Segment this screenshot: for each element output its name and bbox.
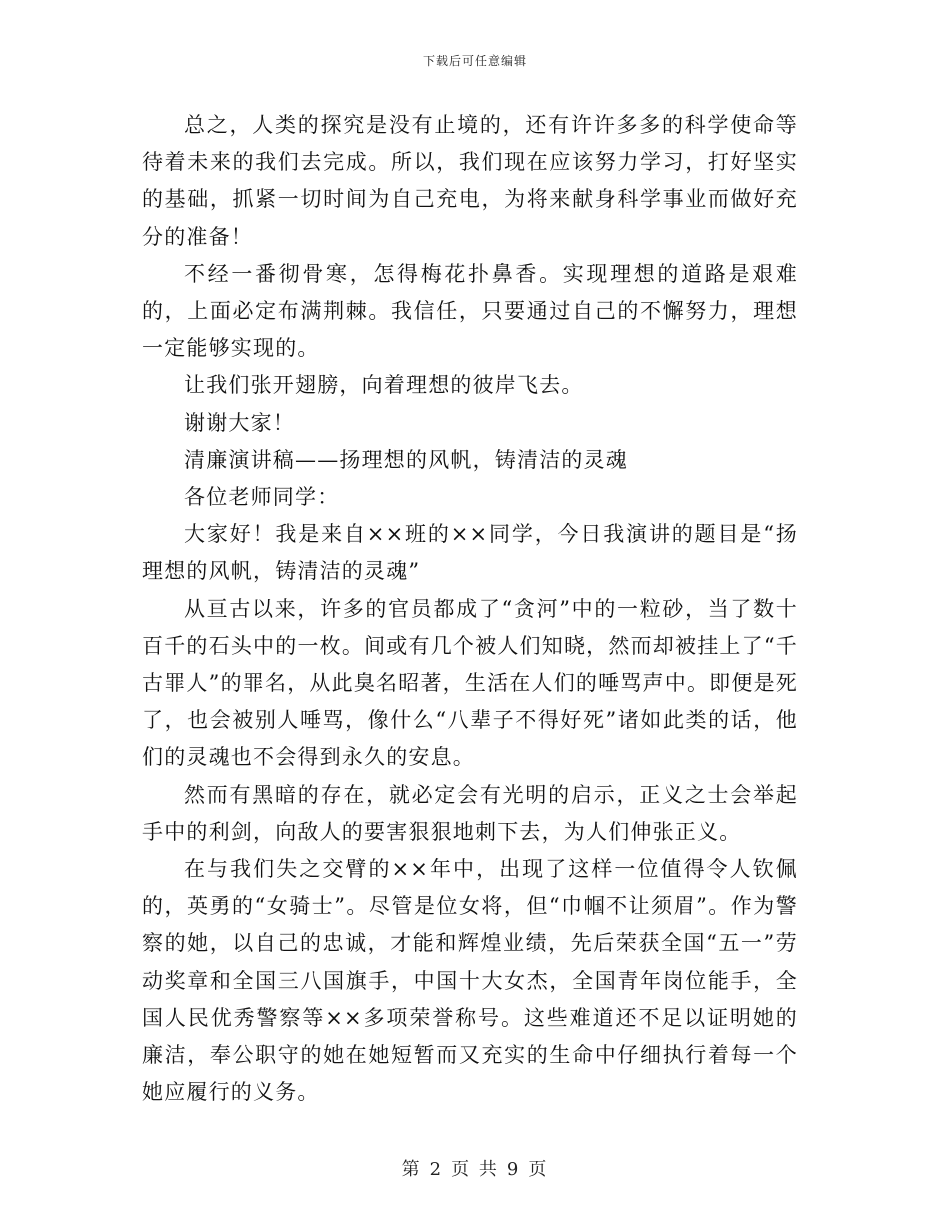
paragraph: 不经一番彻骨寒，怎得梅花扑鼻香。实现理想的道路是艰难的，上面必定布满荆棘。我信任，只要通过自己的不懈努力，理想一定能够实现的。 [142,261,798,361]
paragraph: 然而有黑暗的存在，就必定会有光明的启示，正义之士会举起手中的利剑，向敌人的要害狠狠地刺下去，为人们伸张正义。 [142,782,798,844]
page-header-note: 下载后可任意编辑 [422,54,527,68]
page-number-footer [0,1155,950,1181]
footer-prefix: 第 [401,1159,422,1180]
paragraph: 总之，人类的探究是没有止境的，还有许许多多的科学使命等待着未来的我们去完成。所以，我们现在应该努力学习，打好坚实的基础，抓紧一切时间为自己充电，为将来献身科学事业而做好充分的准备！ [142,113,798,249]
paragraph: 在与我们失之交臂的××年中，出现了这样一位值得令人钦佩的，英勇的“女骑士”。尽管是位女将，但“巾帼不让须眉”。作为警察的她，以自己的忠诚，才能和辉煌业绩，先后荣获全国“五一”劳动奖章和全国三八国旗手，中国十大女杰，全国青年岗位能手，全国人民优秀警察等××多项荣誉称号。这些难道还不足以证明她的廉洁，奉公职守的她在她短暂而又充实的生命中仔细执行着每一个她应履行的义务。 [142,857,798,1105]
current-page-number: 2 [429,1159,444,1180]
paragraph: 从亘古以来，许多的官员都成了“贪河”中的一粒砂，当了数十百千的石头中的一枚。间或有几个被人们知晓，然而却被挂上了“千古罪人”的罪名，从此臭名昭著，生活在人们的唾骂声中。即便是死了，也会被别人唾骂，像什么“八辈子不得好死”诸如此类的话，他们的灵魂也不会得到永久的安息。 [142,596,798,770]
paragraph: 让我们张开翅膀，向着理想的彼岸飞去。 [184,373,584,398]
paragraph: 大家好！我是来自××班的××同学，今日我演讲的题目是“扬理想的风帆，铸清洁的灵魂” [142,522,798,584]
total-page-number: 9 [506,1159,521,1180]
speech-title: 清廉演讲稿——扬理想的风帆，铸清洁的灵魂 [184,447,628,472]
footer-middle: 页 共 [451,1159,499,1180]
footer-suffix: 页 [528,1159,549,1180]
paragraph: 谢谢大家！ [184,410,295,435]
salutation: 各位老师同学： [184,485,340,510]
document-body [142,107,798,1111]
